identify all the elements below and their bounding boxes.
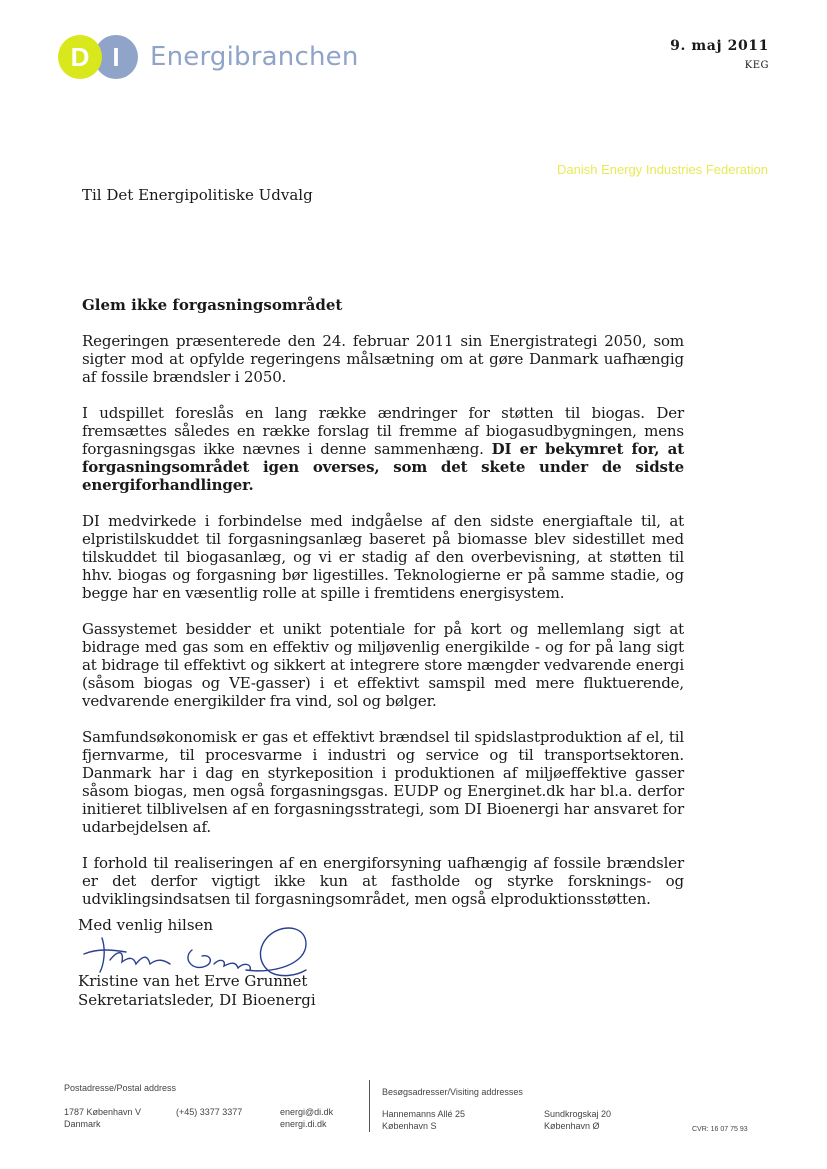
signer-name: Kristine van het Erve Grunnet [78, 972, 308, 990]
letter-footer [64, 1080, 768, 1140]
email-address: energi@di.dk [280, 1107, 334, 1117]
closing-greeting: Med venlig hilsen [78, 916, 214, 934]
paragraph-6: I forhold til realiseringen af en energiforsyning uafhængig af fossile brændsler er det derfor vigtigt ikke kun at fastholde og styrke forsknings- og udviklingsindsatsen til forgasningsområdet, men også elproduktionsstøtten. [82, 854, 684, 908]
visiting-address-2 [544, 1108, 611, 1132]
postal-address [64, 1106, 141, 1130]
visit2-line-1: Sundkrogskaj 20 [544, 1109, 612, 1119]
phone-number: (+45) 3377 3377 [176, 1107, 243, 1117]
di-energibranchen-logo [58, 34, 359, 80]
paragraph-2 [82, 404, 684, 494]
visiting-address-1 [382, 1108, 465, 1132]
paragraph-2-emphasis: DI er bekymret for, at forgasningsområdet igen overses, som det skete under de sidste energiforhandlinger. [82, 440, 684, 494]
paragraph-5: Samfundsøkonomisk er gas et effektivt brændsel til spidslastproduktion af el, til fjernvarme, til procesvarme i industri og service og til transportsektoren. Danmark har i dag en styrkeposition i produktionen af miljøeffektive gasser såsom biogas, men også forgasningsgas. EUDP og Energinet.dk har bl.a. derfor initieret tilblivelsen af en forgasningsstrategi, som DI Bioenergi har ansvaret for udarbejdelsen af. [82, 728, 684, 836]
author-initials: KEG [744, 60, 769, 71]
postal-address-label: Postadresse/Postal address [64, 1083, 177, 1093]
letter-heading: Glem ikke forgasningsområdet [82, 296, 343, 314]
postal-line-2: Danmark [64, 1119, 101, 1129]
visit1-line-1: Hannemanns Allé 25 [382, 1109, 466, 1119]
postal-line-1: 1787 København V [64, 1107, 142, 1117]
letter-date: 9. maj 2011 [670, 38, 769, 54]
signer-block [78, 972, 316, 1010]
paragraph-2-text: I udspillet foreslås en lang række ændringer for støtten til biogas. Der fremsættes således en række forslag til fremme af biogasudbygningen, mens forgasningsgas ikke nævnes i denne sammenhæng. [82, 404, 684, 458]
paragraph-1: Regeringen præsenterede den 24. februar 2011 sin Energistrategi 2050, som sigter mod at opfylde regeringens målsætning om at gøre Danmark uafhængig af fossile brændsler i 2050. [82, 332, 684, 386]
recipient-line: Til Det Energipolitiske Udvalg [82, 186, 313, 204]
visit2-line-2: København Ø [544, 1121, 600, 1131]
logo-i-circle: I [94, 35, 138, 79]
website-address: energi.di.dk [280, 1119, 327, 1129]
paragraph-4: Gassystemet besidder et unikt potentiale for på kort og mellemlang sigt at bidrage med gas som en effektiv og miljøvenlig energikilde - og for på lang sigt at bidrage til effektivt og sikkert at integrere store mængder vedvarende energi (såsom biogas og VE-gasser) i et effektivt samspil med mere fluktuerende, vedvarende energikilder fra vind, sol og bølger. [82, 620, 684, 710]
logo-d-circle: D [58, 35, 102, 79]
contact-online [280, 1106, 333, 1130]
visit1-line-2: København S [382, 1121, 437, 1131]
logo-text: Energibranchen [150, 42, 359, 72]
footer-divider [369, 1080, 370, 1132]
signer-title: Sekretariatsleder, DI Bioenergi [78, 991, 316, 1009]
visiting-address-label: Besøgsadresser/Visiting addresses [382, 1087, 523, 1097]
paragraph-3: DI medvirkede i forbindelse med indgåelse af den sidste energiaftale til, at elpristilskuddet til forgasningsanlæg baseret på biomasse blev sidestillet med tilskuddet til biogasanlæg, og vi er stadig af den overbevisning, at støtten til hhv. biogas og forgasning bør ligestilles. Teknologierne er på samme stadie, og begge har en væsentlig rolle at spille i fremtidens energisystem. [82, 512, 684, 602]
cvr-number: CVR: 16 07 75 93 [692, 1126, 748, 1133]
letter-body [82, 296, 684, 926]
federation-name: Danish Energy Industries Federation [556, 162, 768, 177]
